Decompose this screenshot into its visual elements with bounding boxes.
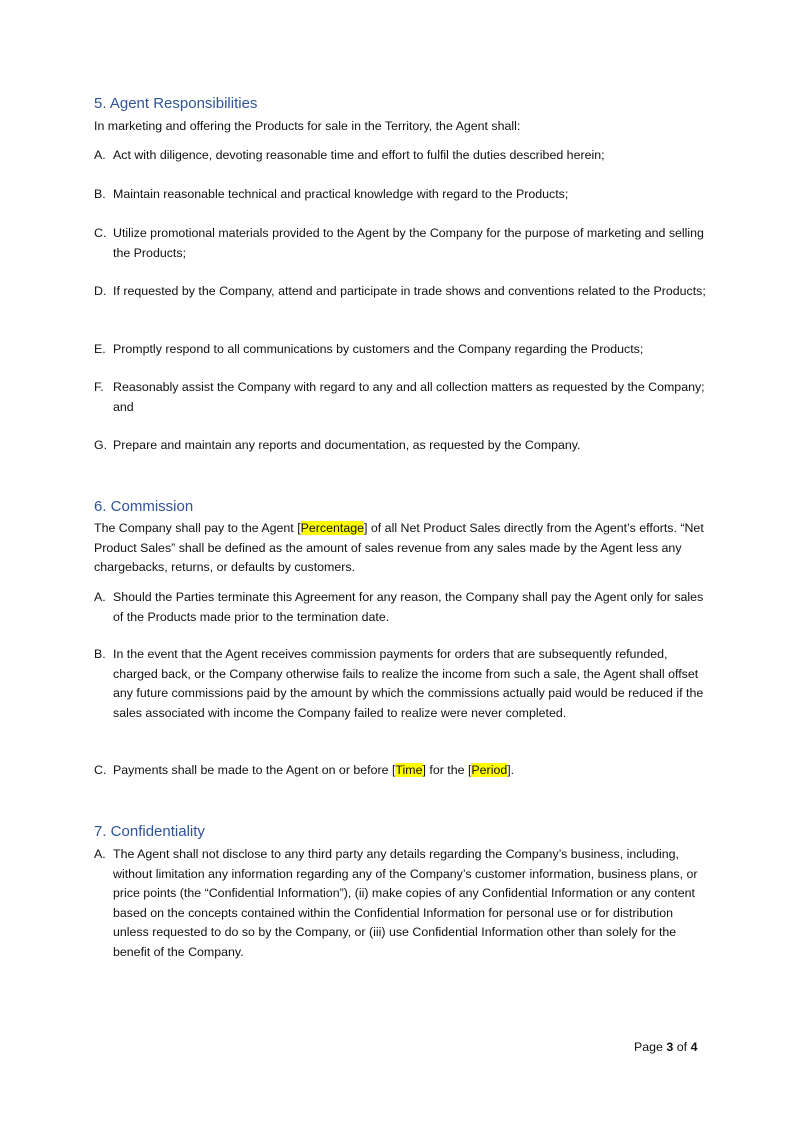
- section-5-item-a: [94, 146, 706, 166]
- item-c-mid: ] for the [: [422, 763, 472, 777]
- item-text: Prepare and maintain any reports and documentation, as requested by the Company.: [113, 438, 581, 452]
- section-5-intro: In marketing and offering the Products for sale in the Territory, the Agent shall:: [94, 119, 521, 133]
- time-placeholder: Time: [395, 763, 423, 777]
- page-current: 3: [666, 1040, 674, 1054]
- item-text: If requested by the Company, attend and participate in trade shows and conventions related to the Products;: [113, 284, 706, 298]
- item-label: A.: [94, 148, 106, 162]
- item-c-post: ].: [507, 763, 515, 777]
- item-text: Maintain reasonable technical and practical knowledge with regard to the Products;: [113, 187, 569, 201]
- section-6-item-c: [94, 761, 706, 781]
- period-placeholder: Period: [471, 763, 508, 777]
- intro-text-post: ] of all Net Product Sales directly from the Agent’s efforts. “Net Product Sales” shall be defined as the amount of sales revenue from any sales made by the Agent less any chargebacks, returns, or defaults by customers.: [94, 521, 704, 574]
- page-number: [634, 1040, 697, 1054]
- item-c-pre: Payments shall be made to the Agent on or before [: [113, 763, 396, 777]
- item-text: The Agent shall not disclose to any third party any details regarding the Company’s business, including, without limitation any information regarding any of the Company’s customer information, business plans, or price points (the “Confidential Information”), (ii) make copies of any Confidential Information or any content based on the concepts contained within the Confidential Information for personal use or for distribution unless requested to do so by the Company, or (iii) use Confidential Information other than solely for the benefit of the Company.: [113, 847, 698, 959]
- item-label: F.: [94, 380, 104, 394]
- section-6-item-a: [94, 588, 706, 627]
- item-text: Reasonably assist the Company with regard to any and all collection matters as requested by the Company; and: [113, 380, 705, 414]
- item-text: In the event that the Agent receives commission payments for orders that are subsequently refunded, charged back, or the Company otherwise fails to realize the income from such a sale, the Agent shall offset any future commissions paid by the amount by which the commissions actually paid would be reduced if the sales associated with income the Company failed to realize were never completed.: [113, 647, 704, 720]
- item-label: A.: [94, 590, 106, 604]
- section-6-intro: [94, 519, 704, 578]
- item-label: B.: [94, 187, 106, 201]
- item-text: Utilize promotional materials provided to the Agent by the Company for the purpose of marketing and selling the Products;: [113, 226, 704, 260]
- section-5-item-e: [94, 340, 706, 360]
- section-5-item-c: [94, 224, 706, 263]
- section-5-item-b: [94, 185, 706, 205]
- page-word: Page: [634, 1040, 663, 1054]
- section-5-heading: 5. Agent Responsibilities: [94, 95, 258, 112]
- section-5-item-d: [94, 282, 706, 302]
- section-5-item-g: [94, 436, 706, 456]
- intro-text-pre: The Company shall pay to the Agent [: [94, 521, 301, 535]
- item-label: B.: [94, 647, 106, 661]
- section-6-item-b: [94, 645, 706, 723]
- item-text: Act with diligence, devoting reasonable time and effort to fulfil the duties described herein;: [113, 148, 605, 162]
- section-6-heading: 6. Commission: [94, 498, 194, 515]
- item-label: A.: [94, 847, 106, 861]
- section-7-item-a: [94, 845, 706, 962]
- item-label: C.: [94, 763, 107, 777]
- item-label: E.: [94, 342, 106, 356]
- page-total: 4: [690, 1040, 698, 1054]
- item-text: Promptly respond to all communications by customers and the Company regarding the Products;: [113, 342, 644, 356]
- item-label: G.: [94, 438, 108, 452]
- item-label: D.: [94, 284, 107, 298]
- section-7-heading: 7. Confidentiality: [94, 823, 205, 840]
- item-text: [113, 761, 706, 781]
- item-text: Should the Parties terminate this Agreement for any reason, the Company shall pay the Agent only for sales of the Products made prior to the termination date.: [113, 590, 704, 624]
- section-5-item-f: [94, 378, 706, 417]
- page-of: of: [676, 1040, 688, 1054]
- item-label: C.: [94, 226, 107, 240]
- percentage-placeholder: Percentage: [300, 521, 365, 535]
